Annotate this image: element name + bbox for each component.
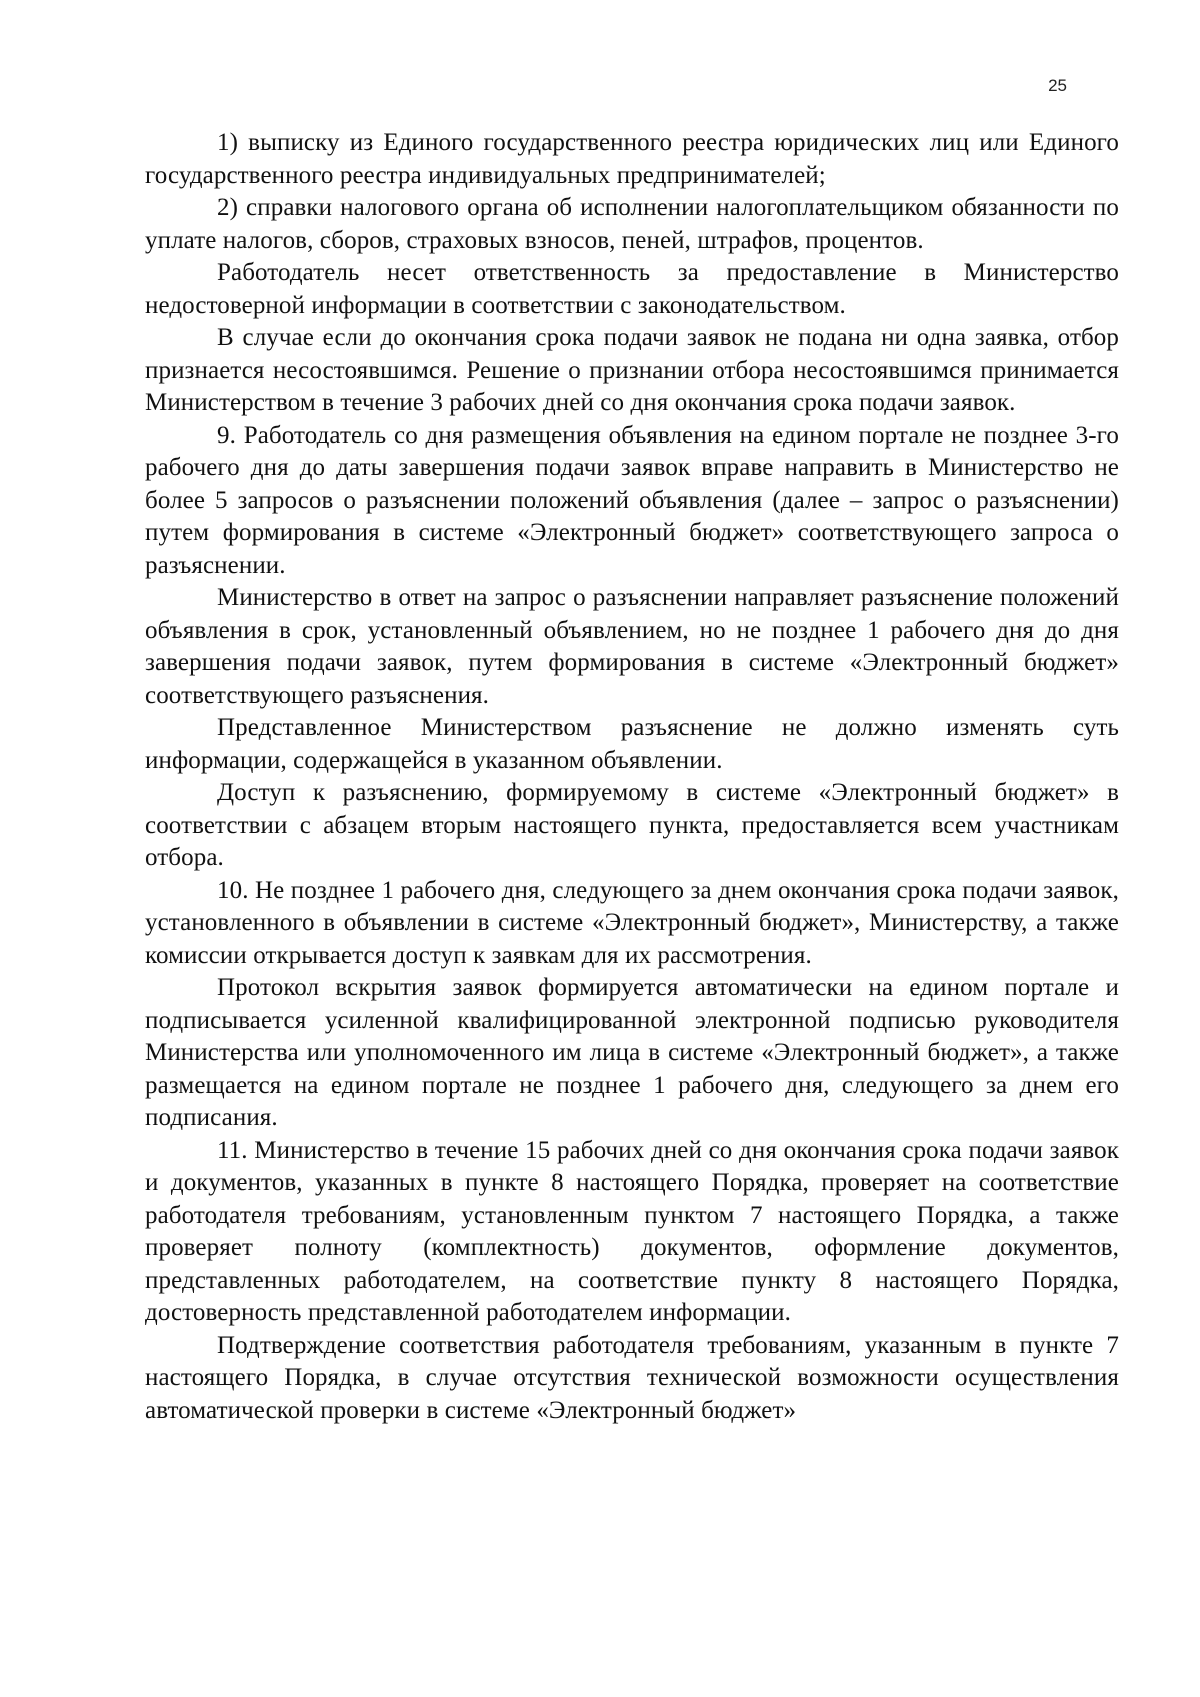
paragraph-2-tax-certificate: 2) справки налогового органа об исполнении налогоплательщиком обязанности по уплате налогов, сборов, страховых взносов, пеней, штрафов, процентов. (145, 194, 1119, 254)
paragraph-9-clarification-request: 9. Работодатель со дня размещения объявления на едином портале не позднее 3-го рабочего дня до даты завершения подачи заявок вправе направить в Министерство не более 5 запросов о разъяснении положений объявления (далее – запрос о разъяснении) путем формирования в системе «Электронный бюджет» соответствующего запроса о разъяснении. (145, 421, 1119, 579)
paragraph-ministry-response: Министерство в ответ на запрос о разъяснении направляет разъяснение положений объявления в срок, установленный объявлением, но не позднее 1 рабочего дня до дня завершения подачи заявок, путем формирования в системе «Электронный бюджет» соответствующего разъяснения. (145, 584, 1119, 709)
paragraph-clarification-access: Доступ к разъяснению, формируемому в системе «Электронный бюджет» в соответствии с абзацем вторым настоящего пункта, предоставляется всем участникам отбора. (145, 779, 1119, 871)
paragraph-clarification-content: Представленное Министерством разъяснение не должно изменять суть информации, содержащейся в указанном объявлении. (145, 714, 1119, 774)
page-number: 25 (1048, 76, 1067, 95)
document-body (145, 127, 1119, 1427)
paragraph-employer-responsibility: Работодатель несет ответственность за предоставление в Министерство недостоверной информации в соответствии с законодательством. (145, 259, 1119, 319)
paragraph-10-access-applications: 10. Не позднее 1 рабочего дня, следующего за днем окончания срока подачи заявок, установленного в объявлении в системе «Электронный бюджет», Министерству, а также комиссии открывается доступ к заявкам для их рассмотрения. (145, 876, 1119, 969)
paragraph-11-verification: 11. Министерство в течение 15 рабочих дней со дня окончания срока подачи заявок и документов, указанных в пункте 8 настоящего Порядка, проверяет на соответствие работодателя требованиям, установленным пунктом 7 настоящего Порядка, а также проверяет полноту (комплектность) документов, оформление документов, представленных работодателем, на соответствие пункту 8 настоящего Порядка, достоверность представленной работодателем информации. (145, 1136, 1119, 1326)
paragraph-confirmation-compliance: Подтверждение соответствия работодателя требованиям, указанным в пункте 7 настоящего Порядка, в случае отсутствия технической возможности осуществления автоматической проверки в системе «Электронный бюджет» (145, 1331, 1119, 1424)
paragraph-opening-protocol: Протокол вскрытия заявок формируется автоматически на едином портале и подписывается усиленной квалифицированной электронной подписью руководителя Министерства или уполномоченного им лица в системе «Электронный бюджет», а также размещается на едином портале не позднее 1 рабочего дня, следующего за днем его подписания. (145, 974, 1119, 1131)
paragraph-selection-failed: В случае если до окончания срока подачи заявок не подана ни одна заявка, отбор признается несостоявшимся. Решение о признании отбора несостоявшимся принимается Министерством в течение 3 рабочих дней со дня окончания срока подачи заявок. (145, 324, 1119, 416)
paragraph-1-extract-registry: 1) выписку из Единого государственного реестра юридических лиц или Единого государственного реестра индивидуальных предпринимателей; (145, 129, 1119, 189)
